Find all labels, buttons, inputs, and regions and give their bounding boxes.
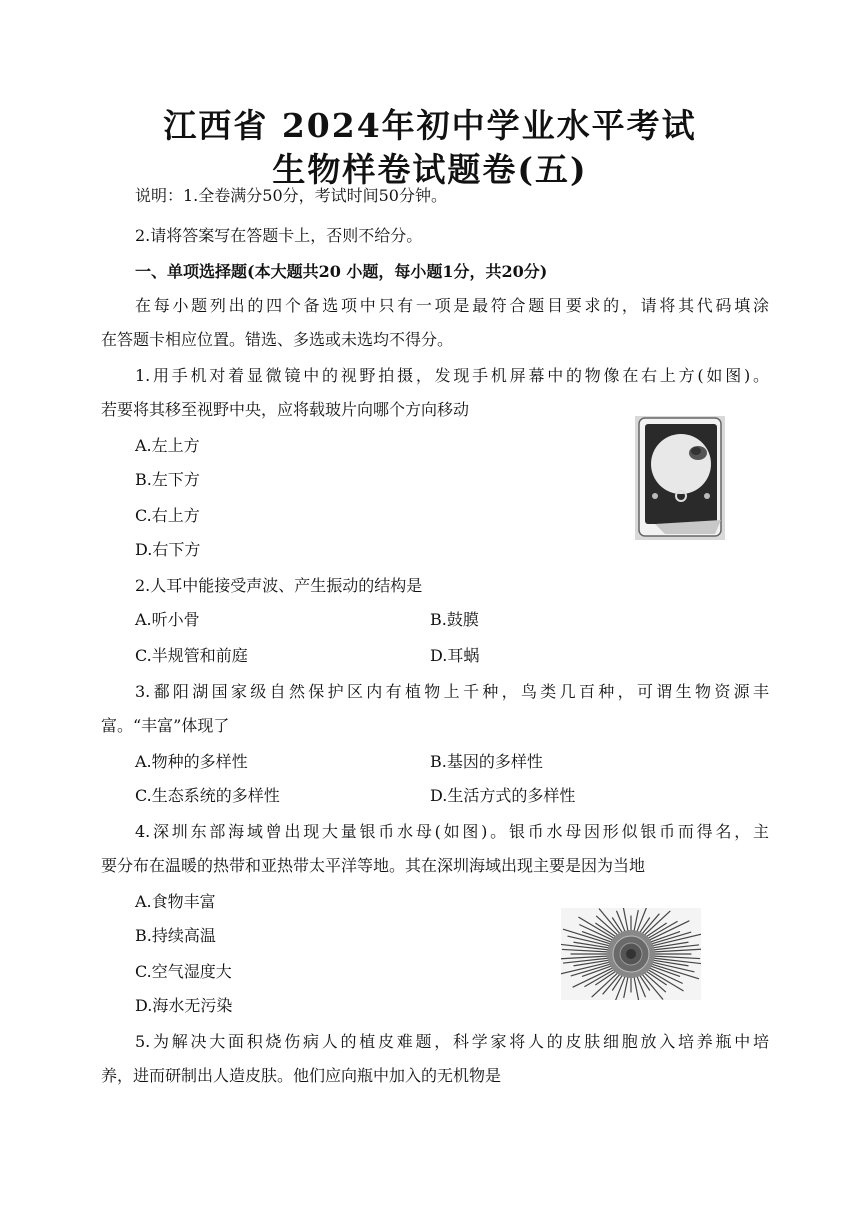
question-3-stem-line1: 3.鄱阳湖国家级自然保护区内有植物上千种，鸟类几百种，可谓生物资源丰 — [135, 682, 769, 701]
question-2-option-a: A.听小骨 — [135, 610, 200, 629]
question-3-option-a: A.物种的多样性 — [135, 752, 248, 771]
question-2-stem: 2.人耳中能接受声波、产生振动的结构是 — [135, 576, 423, 595]
exam-title-line1: 江西省 2024年初中学业水平考试 — [163, 106, 697, 145]
question-1-option-b: B.左下方 — [135, 470, 200, 489]
question-3-option-c: C.生态系统的多样性 — [135, 786, 280, 805]
question-3-stem-line2: 富。“丰富”体现了 — [101, 716, 230, 735]
question-2-option-c: C.半规管和前庭 — [135, 646, 248, 665]
question-5-stem-line2: 养，进而研制出人造皮肤。他们应向瓶中加入的无机物是 — [101, 1066, 502, 1085]
question-4-option-d: D.海水无污染 — [135, 996, 233, 1015]
instruction-line-1: 在每小题列出的四个备选项中只有一项是最符合题目要求的，请将其代码填涂 — [135, 296, 769, 315]
section-heading: 一、单项选择题(本大题共20 小题，每小题1分，共20分) — [135, 262, 548, 281]
question-1-stem-line1: 1.用手机对着显微镜中的视野拍摄，发现手机屏幕中的物像在右上方(如图)。 — [135, 366, 769, 385]
question-5-stem-line1: 5.为解决大面积烧伤病人的植皮难题，科学家将人的皮肤细胞放入培养瓶中培 — [135, 1032, 769, 1051]
phone-microscope-image — [635, 416, 725, 540]
question-2-option-d: D.耳蜗 — [430, 646, 480, 665]
question-4-option-a: A.食物丰富 — [135, 892, 216, 911]
jellyfish-image — [561, 908, 701, 1000]
note-1: 说明：1.全卷满分50分，考试时间50分钟。 — [135, 186, 447, 205]
question-4-option-b: B.持续高温 — [135, 926, 216, 945]
question-4-stem-line1: 4.深圳东部海域曾出现大量银币水母(如图)。银币水母因形似银币而得名，主 — [135, 822, 769, 841]
question-2-option-b: B.鼓膜 — [430, 610, 479, 629]
question-1-option-d: D.右下方 — [135, 540, 201, 559]
question-1-option-c: C.右上方 — [135, 506, 200, 525]
question-1-stem-line2: 若要将其移至视野中央，应将载玻片向哪个方向移动 — [101, 400, 470, 419]
exam-title-line2: 生物样卷试题卷(五) — [272, 150, 588, 189]
question-3-option-b: B.基因的多样性 — [430, 752, 543, 771]
question-1-option-a: A.左上方 — [135, 436, 200, 455]
note-2: 2.请将答案写在答题卡上，否则不给分。 — [135, 226, 423, 245]
instruction-line-2: 在答题卡相应位置。错选、多选或未选均不得分。 — [101, 330, 454, 349]
question-3-option-d: D.生活方式的多样性 — [430, 786, 576, 805]
question-4-option-c: C.空气湿度大 — [135, 962, 232, 981]
question-4-stem-line2: 要分布在温暖的热带和亚热带太平洋等地。其在深圳海域出现主要是因为当地 — [101, 856, 646, 875]
